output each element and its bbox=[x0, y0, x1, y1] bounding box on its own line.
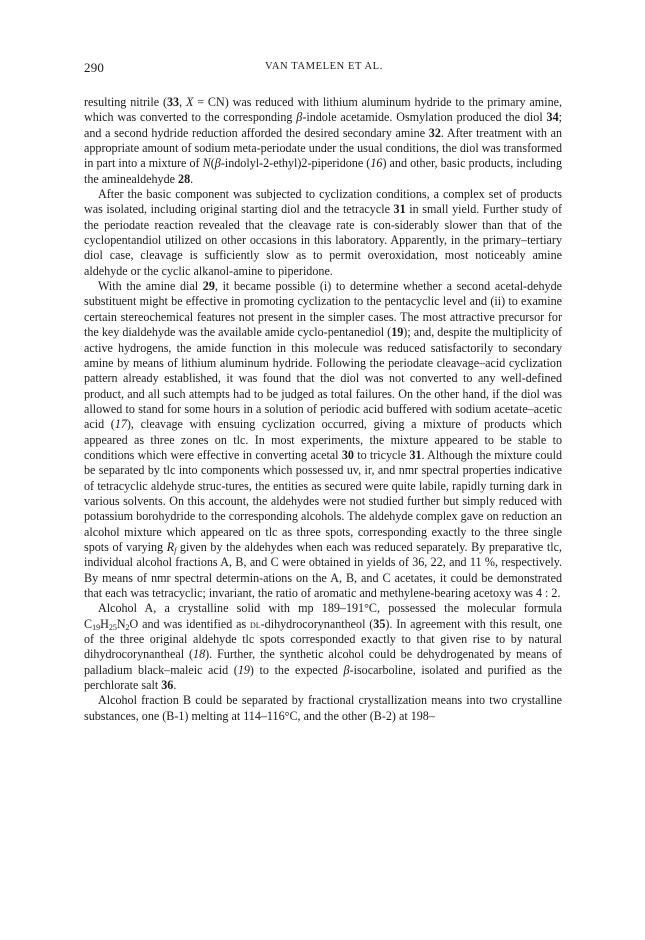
body-text bbox=[84, 95, 562, 724]
paragraph: After the basic component was subjected to cyclization conditions, a complex set of products was isolated, including original starting diol and the tetracycle 31 in small yield. Further study of the periodate reaction revealed that the cleavage rate is con-siderably slower than that of the cyclopentandiol utilized on other occasions in this laboratory. Apparently, in the primary–tertiary diol case, cleavage is sufficiently slow as to permit overoxidation, most noticeably amine aldehyde or the cyclic alkanol-amine to piperidone. bbox=[84, 187, 562, 278]
page-number: 290 bbox=[84, 60, 105, 75]
paragraph: Alcohol A, a crystalline solid with mp 189–191°C, possessed the molecular formula $C_{19}H_{25}N_2O$ and was identified as dl-dihydrocorynantheol (35). In agreement with this result, one of the three original aldehyde tlc spots corresponded exactly to that given rise to by natural dihydrocorynantheal (18). Further, the synthetic alcohol could be dehydrogenated by means of palladium black–maleic acid (19) to the expected β-isocarboline, isolated and purified as the perchlorate salt 36. bbox=[84, 601, 562, 693]
paragraph: With the amine dial 29, it became possible (i) to determine whether a second acetal-dehyde substituent might be effective in promoting cyclization to the pentacyclic level and (ii) to examine certain stereochemical features not present in the simpler cases. The most attractive precursor for the key dialdehyde was the available amide cyclo-pentanediol (19); and, despite the multiplicity of active hydrogens, the amide function in this molecule was reduced satisfactorily to secondary amine by means of lithium aluminum hydride. Following the periodate cleavage–acid cyclization pattern already established, it was found that the diol was not converted to any well-defined product, and all such attempts had to be judged as total failures. On the other hand, if the diol was allowed to stand for some hours in a solution of periodic acid buffered with sodium acetate–acetic acid (17), cleavage with ensuing cyclization occurred, giving a mixture of products which appeared as three zones on tlc. In most experiments, the mixture appeared to be stable to conditions which were effective in converting acetal 30 to tricycle 31. Although the mixture could be separated by tlc into components which possessed uv, ir, and nmr spectral properties indicative of tetracyclic aldehyde struc-tures, the entities as secured were quite labile, rapidly turning dark in various solvents. On this account, the aldehydes were not studied further but simply reduced with potassium borohydride to the corresponding alcohols. The aldehyde complex gave on reduction an alcohol mixture which appeared on tlc as three spots, corresponding exactly to the three single spots of varying $R_f$ given by the aldehydes when each was reduced separately. By preparative tlc, individual alcohol fractions A, B, and C were obtained in yields of 36, 22, and 11 %, respectively. By means of nmr spectral determin-ations on the A, B, and C acetates, it could be demonstrated that each was tetracyclic; invariant, the ratio of aromatic and methylene-bearing acetoxy was 4 : 2. bbox=[84, 279, 563, 600]
page-header bbox=[84, 60, 564, 76]
paragraph: resulting nitrile (33, X = CN) was reduced with lithium aluminum hydride to the primary amine, which was converted to the corresponding β-indole acetamide. Osmylation produced the diol 34; and a second hydride reduction afforded the desired secondary amine 32. After treatment with an appropriate amount of sodium meta-periodate under the usual conditions, the diol was transformed in part into a mixture of N(β-indolyl-2-ethyl)2-piperidone (16) and other, basic products, including the aminealdehyde 28. bbox=[84, 95, 563, 186]
running-head: VAN TAMELEN ET AL. bbox=[265, 61, 383, 72]
paragraph: Alcohol fraction B could be separated by fractional crystallization means into two crystalline substances, one (B-1) melting at 114–116°C, and the other (B-2) at 198– bbox=[84, 693, 562, 723]
